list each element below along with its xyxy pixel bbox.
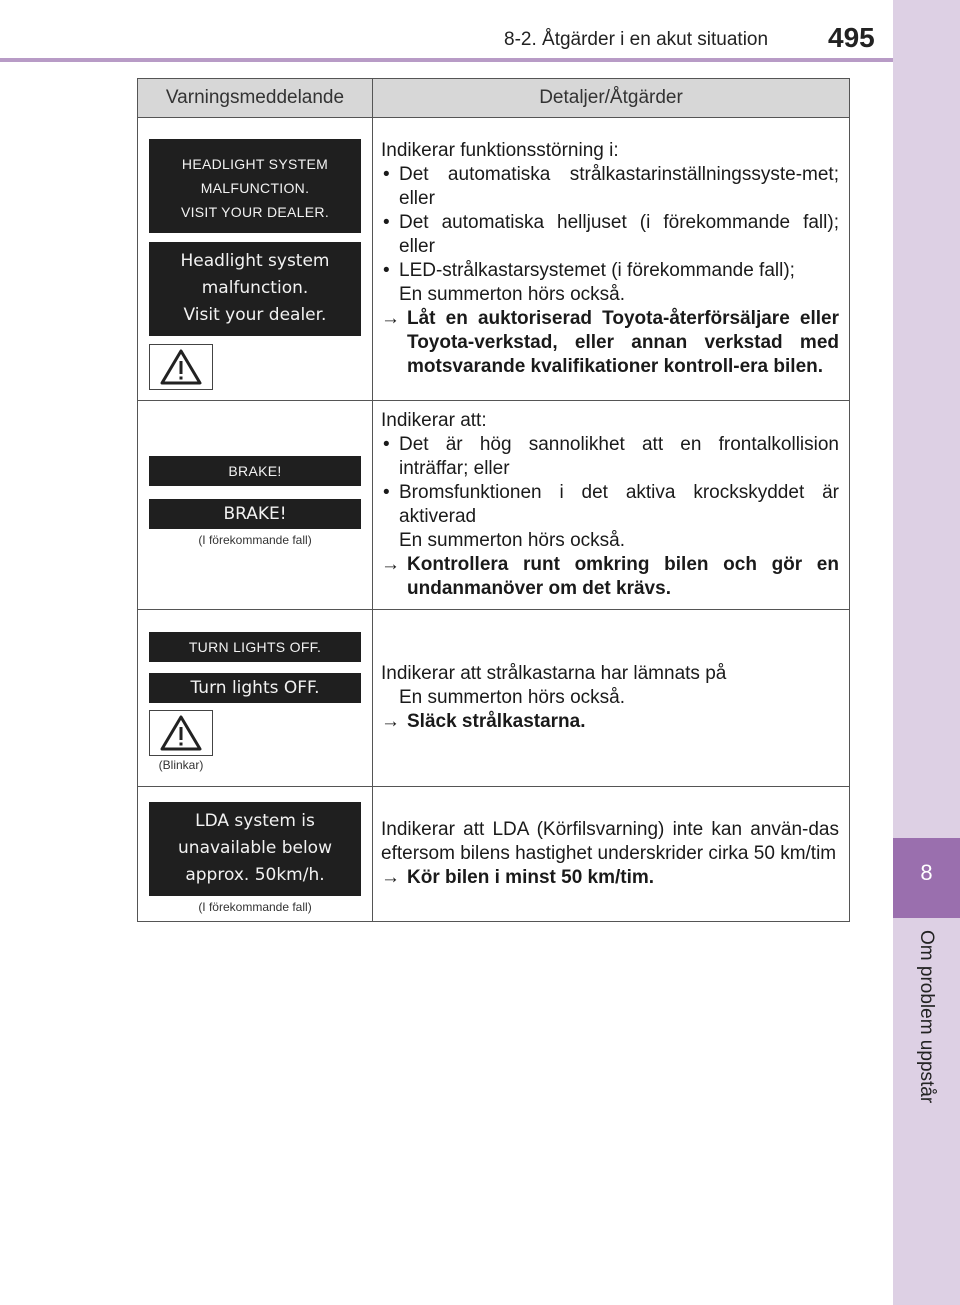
arrow-icon: → [381,867,400,888]
caption: (I förekommande fall) [198,533,312,547]
chapter-label: Om problem uppstår [916,930,937,1104]
warning-table [137,78,850,922]
message-cell [138,610,373,786]
display-message: LDA system is unavailable below approx. 50km/h. [149,802,361,896]
details-cell: Indikerar funktionsstörning i: • Det automatiska strålkastarinställningssyste-met; eller • Det automatiska helljuset (i förekommande fall); eller • LED-strålkastarsystemet (i förekommande fall); En summerton hörs också. → Låt en auktoriserad Toyota-återförsäljare eller Toyota-verkstad, eller annan verkstad med motsvarande kvalifikationer kontroll-era bilen. [373,118,849,400]
details-cell: Indikerar att: • Det är hög sannolikhet att en frontalkollision inträffar; eller • Bromsfunktionen i det aktiva krockskyddet är aktiverad En summerton hörs också. → Kontrollera runt omkring bilen och gör en undanmanöver om det krävs. [373,401,849,609]
details-cell: Indikerar att strålkastarna har lämnats på En summerton hörs också. → Släck strålkastarna. [373,610,849,786]
display-message-alt: Turn lights OFF. [149,673,361,703]
message-cell [138,787,373,921]
header-rule [0,58,893,62]
chapter-number: 8 [920,860,933,885]
table-row [138,610,849,787]
action-text: → Kör bilen i minst 50 km/tim. [381,867,655,888]
arrow-icon: → [381,711,400,732]
table-header [138,79,849,118]
display-message: TURN LIGHTS OFF. [149,632,361,662]
message-cell [138,118,373,400]
message-cell [138,401,373,609]
display-message-alt: Headlight system malfunction. Visit your dealer. [149,242,361,336]
details-cell: Indikerar att LDA (Körfilsvarning) inte kan använ-das eftersom bilens hastighet underskrider cirka 50 km/tim → Kör bilen i minst 50 km/tim. [381,819,839,888]
action-text: → Låt en auktoriserad Toyota-återförsäljare eller Toyota-verkstad, eller annan verkstad med motsvarande kvalifikationer kontroll-era bilen. [381,308,839,377]
table-row [138,118,849,401]
display-message: HEADLIGHT SYSTEM MALFUNCTION. VISIT YOUR DEALER. [149,139,361,233]
arrow-icon: → [381,308,400,329]
table-row [138,401,849,610]
column-header-details: Detaljer/Åtgärder [539,87,683,108]
warning-triangle-icon [149,344,213,390]
column-header-message: Varningsmeddelande [138,79,373,117]
side-strip [893,0,960,1305]
page-number: 495 [828,22,875,53]
header-title: 8-2. Åtgärder i en akut situation [504,29,769,50]
table-row [138,787,849,922]
display-message-alt: BRAKE! [149,499,361,529]
action-text: → Släck strålkastarna. [381,711,586,732]
action-text: → Kontrollera runt omkring bilen och gör en undanmanöver om det krävs. [381,554,839,599]
arrow-icon: → [381,554,400,575]
caption: (Blinkar) [158,758,204,772]
caption: (I förekommande fall) [198,900,312,914]
warning-triangle-icon [149,710,213,756]
display-message: BRAKE! [149,456,361,486]
